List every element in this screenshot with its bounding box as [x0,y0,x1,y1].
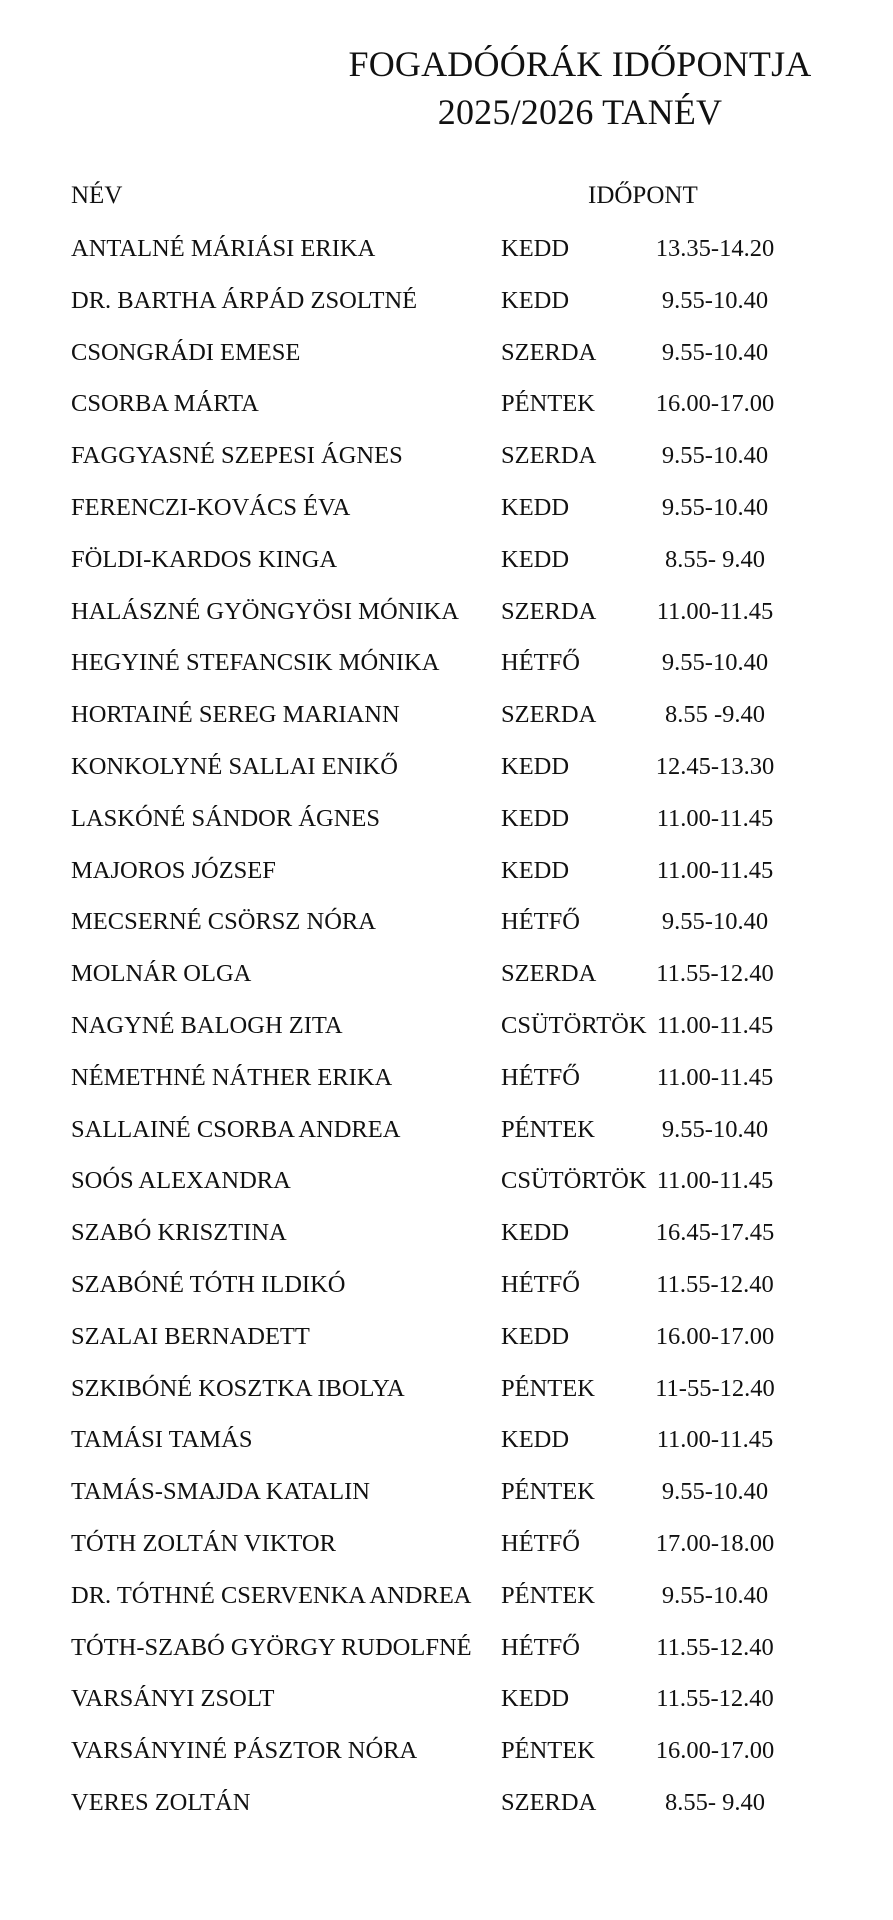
consultation-time: 11.00-11.45 [656,1063,774,1091]
table-row [0,278,893,330]
consultation-day: HÉTFŐ [501,908,580,936]
teacher-name: SZKIBÓNÉ KOSZTKA IBOLYA [71,1374,405,1402]
consultation-time: 11.55-12.40 [656,1270,774,1298]
consultation-day: PÉNTEK [501,390,595,418]
consultation-time: 16.00-17.00 [655,1322,775,1350]
consultation-day: SZERDA [501,701,597,729]
consultation-time: 11.55-12.40 [656,1685,774,1713]
table-row [0,537,893,589]
table-row [0,1210,893,1262]
teacher-name: MOLNÁR OLGA [71,960,252,988]
consultation-day: KEDD [501,752,570,780]
teacher-name: VERES ZOLTÁN [71,1788,251,1816]
consultation-day: HÉTFŐ [501,1529,580,1557]
consultation-time: 16.00-17.00 [655,390,775,418]
consultation-day: KEDD [501,235,570,262]
teacher-name: SOÓS ALEXANDRA [71,1167,291,1195]
column-header-time: IDŐPONT [588,182,698,209]
teacher-name: TÓTH ZOLTÁN VIKTOR [71,1529,336,1557]
table-row [0,1262,893,1314]
teacher-name: FAGGYASNÉ SZEPESI ÁGNES [71,442,403,470]
table-row [0,1780,893,1832]
consultation-day: KEDD [501,1322,570,1350]
consultation-day: HÉTFŐ [501,1633,580,1661]
consultation-time: 11.00-11.45 [656,856,774,884]
teacher-name: ANTALNÉ MÁRIÁSI ERIKA [71,235,376,262]
consultation-time: 8.55- 9.40 [664,545,766,573]
consultation-day: HÉTFŐ [501,649,580,677]
schedule-table [0,226,893,1832]
teacher-name: SZABÓNÉ TÓTH ILDIKÓ [71,1270,346,1298]
table-row [0,1055,893,1107]
consultation-time: 9.55-10.40 [661,286,769,314]
teacher-name: HORTAINÉ SEREG MARIANN [71,701,400,729]
consultation-time: 11.00-11.45 [656,1011,774,1039]
consultation-day: HÉTFŐ [501,1063,580,1091]
consultation-time: 11.55-12.40 [656,1633,774,1661]
column-header-name: NÉV [71,182,123,209]
table-row [0,381,893,433]
consultation-day: SZERDA [501,442,597,470]
consultation-time: 13.35-14.20 [655,235,775,262]
consultation-day: SZERDA [501,960,597,988]
table-row [0,744,893,796]
table-row [0,1469,893,1521]
consultation-time: 11.55-12.40 [656,960,774,988]
consultation-day: KEDD [501,493,570,521]
table-row [0,1676,893,1728]
consultation-time: 9.55-10.40 [661,442,769,470]
consultation-time: 9.55-10.40 [661,1478,769,1506]
teacher-name: MAJOROS JÓZSEF [71,856,276,884]
consultation-time: 11-55-12.40 [655,1374,775,1402]
consultation-day: SZERDA [501,1788,597,1816]
consultation-day: KEDD [501,856,570,884]
consultation-day: SZERDA [501,597,597,625]
consultation-time: 8.55 -9.40 [664,701,766,729]
consultation-day: KEDD [501,1426,570,1454]
teacher-name: SZALAI BERNADETT [71,1322,310,1350]
consultation-time: 12.45-13.30 [655,752,775,780]
consultation-time: 9.55-10.40 [661,1115,769,1143]
table-row [0,1366,893,1418]
consultation-day: KEDD [501,804,570,832]
consultation-time: 11.00-11.45 [656,1167,774,1195]
table-row [0,1728,893,1780]
table-row [0,330,893,382]
table-row [0,848,893,900]
teacher-name: TÓTH-SZABÓ GYÖRGY RUDOLFNÉ [71,1633,472,1661]
teacher-name: DR. TÓTHNÉ CSERVENKA ANDREA [71,1581,472,1609]
table-row [0,1003,893,1055]
teacher-name: CSONGRÁDI EMESE [71,338,301,366]
consultation-day: PÉNTEK [501,1581,595,1609]
table-row [0,1314,893,1366]
consultation-day: KEDD [501,1219,570,1247]
consultation-day: KEDD [501,1685,570,1713]
teacher-name: DR. BARTHA ÁRPÁD ZSOLTNÉ [71,286,418,314]
table-row [0,1521,893,1573]
teacher-name: FERENCZI-KOVÁCS ÉVA [71,493,351,521]
consultation-day: PÉNTEK [501,1478,595,1506]
consultation-time: 11.00-11.45 [656,804,774,832]
teacher-name: CSORBA MÁRTA [71,390,259,418]
consultation-day: PÉNTEK [501,1737,595,1765]
teacher-name: HALÁSZNÉ GYÖNGYÖSI MÓNIKA [71,597,459,625]
teacher-name: MECSERNÉ CSÖRSZ NÓRA [71,908,376,936]
consultation-day: PÉNTEK [501,1374,595,1402]
consultation-time: 9.55-10.40 [661,908,769,936]
teacher-name: KONKOLYNÉ SALLAI ENIKŐ [71,752,398,780]
consultation-time: 17.00-18.00 [655,1529,775,1557]
consultation-time: 11.00-11.45 [656,597,774,625]
teacher-name: SZABÓ KRISZTINA [71,1219,287,1247]
consultation-time: 11.00-11.45 [656,1426,774,1454]
table-row [0,692,893,744]
consultation-day: HÉTFŐ [501,1270,580,1298]
consultation-day: SZERDA [501,338,597,366]
teacher-name: VARSÁNYI ZSOLT [71,1685,275,1713]
consultation-time: 9.55-10.40 [661,649,769,677]
teacher-name: NAGYNÉ BALOGH ZITA [71,1011,343,1039]
table-row [0,1625,893,1677]
teacher-name: HEGYINÉ STEFANCSIK MÓNIKA [71,649,440,677]
teacher-name: LASKÓNÉ SÁNDOR ÁGNES [71,804,380,832]
document-title: FOGADÓÓRÁK IDŐPONTJA [348,44,812,84]
consultation-day: PÉNTEK [501,1115,595,1143]
table-row [0,640,893,692]
consultation-time: 9.55-10.40 [661,338,769,366]
document-subtitle: 2025/2026 TANÉV [437,92,723,132]
consultation-day: KEDD [501,545,570,573]
teacher-name: SALLAINÉ CSORBA ANDREA [71,1115,401,1143]
consultation-time: 16.00-17.00 [655,1737,775,1765]
table-row [0,1158,893,1210]
table-row [0,226,893,278]
consultation-day: CSÜTÖRTÖK [501,1011,647,1039]
teacher-name: NÉMETHNÉ NÁTHER ERIKA [71,1063,393,1091]
teacher-name: TAMÁSI TAMÁS [71,1426,253,1454]
table-row [0,433,893,485]
table-row [0,1573,893,1625]
consultation-time: 8.55- 9.40 [664,1788,766,1816]
table-row [0,951,893,1003]
teacher-name: TAMÁS-SMAJDA KATALIN [71,1478,370,1506]
table-row [0,485,893,537]
table-row [0,796,893,848]
consultation-day: KEDD [501,286,570,314]
table-row [0,1417,893,1469]
consultation-day: CSÜTÖRTÖK [501,1167,647,1195]
consultation-time: 9.55-10.40 [661,493,769,521]
consultation-time: 9.55-10.40 [661,1581,769,1609]
consultation-time: 16.45-17.45 [655,1219,775,1247]
table-row [0,899,893,951]
teacher-name: FÖLDI-KARDOS KINGA [71,545,338,573]
table-row [0,1107,893,1159]
table-row [0,589,893,641]
teacher-name: VARSÁNYINÉ PÁSZTOR NÓRA [71,1737,418,1765]
